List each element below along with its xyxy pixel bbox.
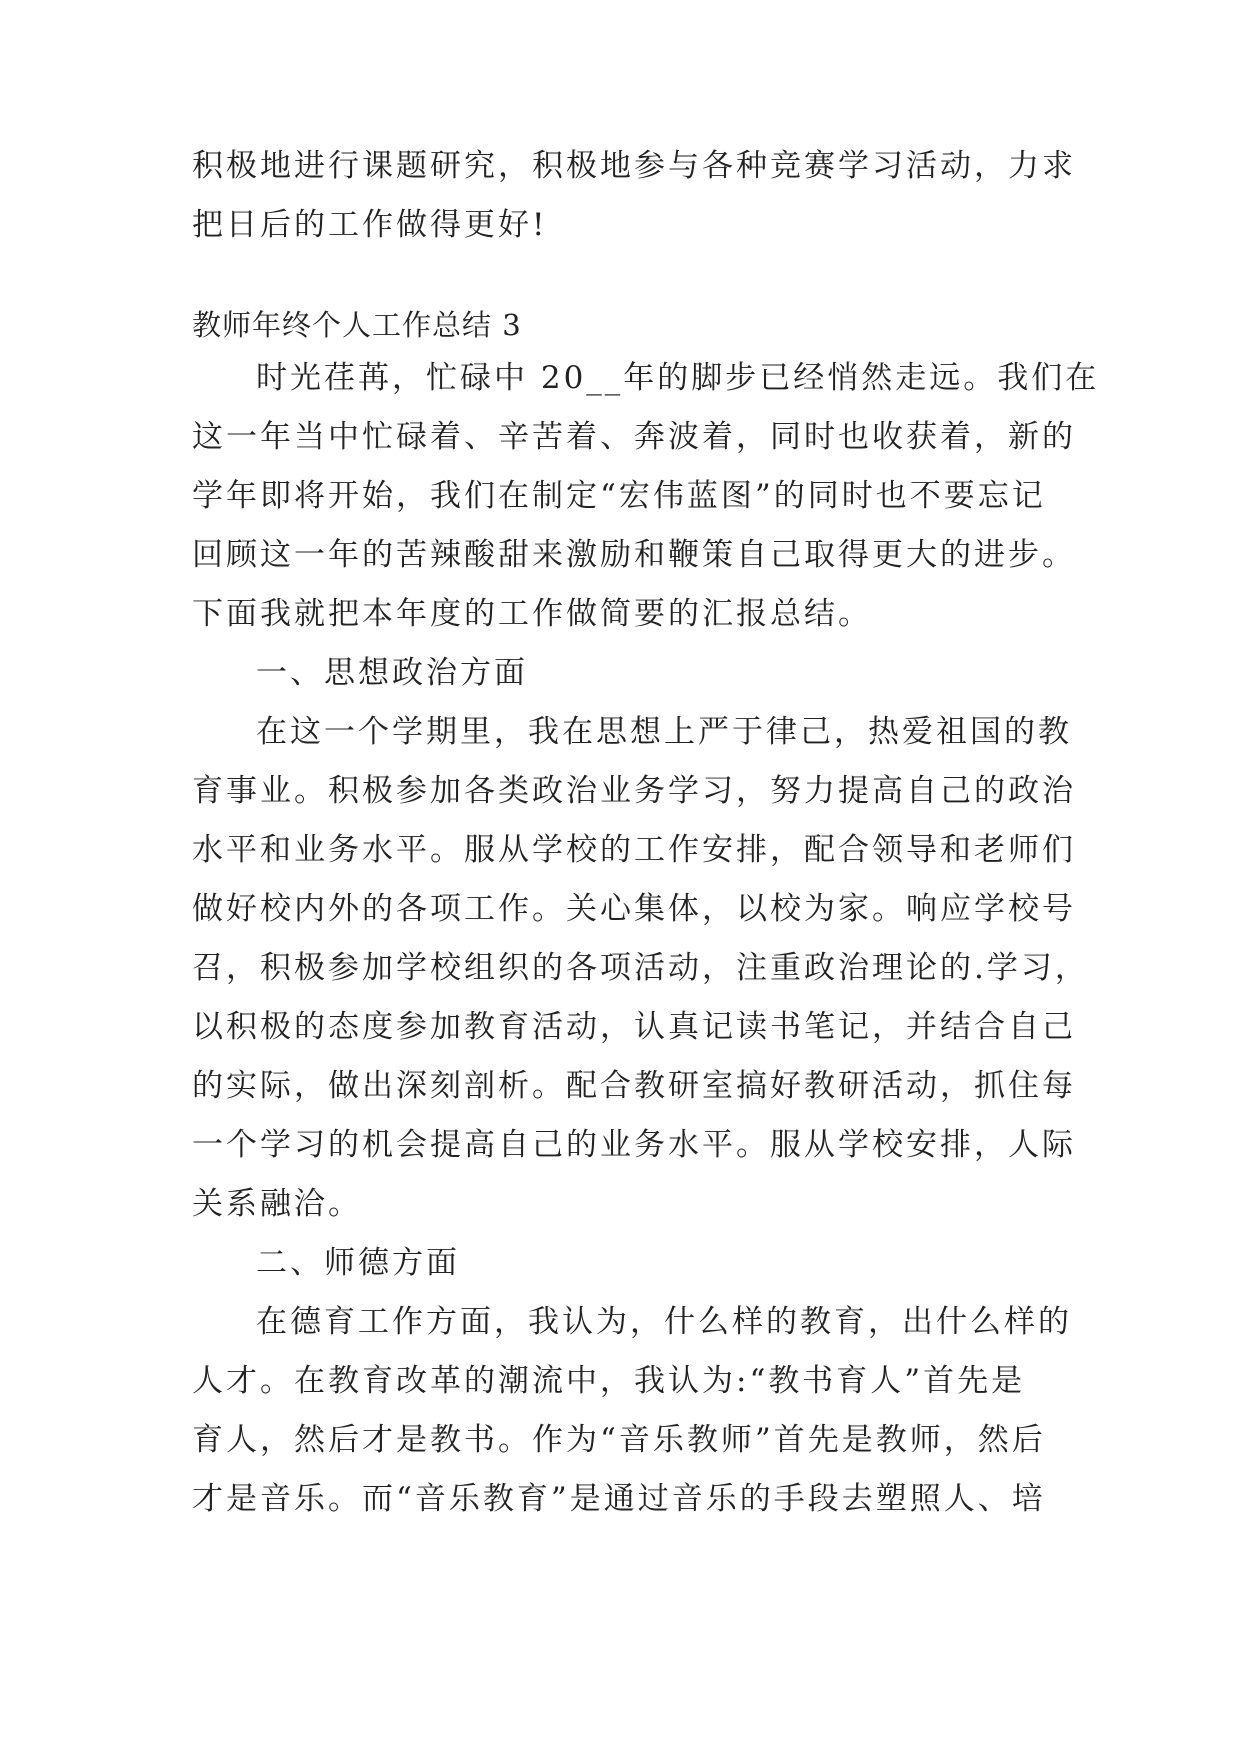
text-line: 积极地进行课题研究，积极地参与各种竞赛学习活动，力求	[192, 148, 1076, 184]
intro-paragraph	[192, 137, 1076, 255]
text-line: 关系融洽。	[192, 1186, 362, 1222]
text-line: 育事业。积极参加各类政治业务学习，努力提高自己的政治	[192, 773, 1076, 809]
text-line: 以积极的态度参加教育活动，认真记读书笔记，并结合自己	[192, 1009, 1076, 1045]
section-title-block	[192, 296, 1048, 355]
text-line: 回顾这一年的苦辣酸甜来激励和鞭策自己取得更大的进步。	[192, 537, 1076, 573]
section-title: 教师年终个人工作总结 3	[192, 308, 522, 342]
paragraph-1	[192, 349, 1100, 644]
paragraph-3	[192, 1293, 1072, 1529]
text-line: 在这一个学期里，我在思想上严于律己，热爱祖国的教	[256, 714, 1072, 750]
text-line: 学年即将开始，我们在制定“宏伟蓝图”的同时也不要忘记	[192, 478, 1046, 514]
text-line: 才是音乐。而“音乐教育”是通过音乐的手段去塑照人、培	[192, 1481, 1046, 1517]
text-line: 一个学习的机会提高自己的业务水平。服从学校安排，人际	[192, 1127, 1076, 1163]
text-line: 水平和业务水平。服从学校的工作安排，配合领导和老师们	[192, 832, 1076, 868]
heading-1-block	[192, 644, 1048, 703]
paragraph-2	[192, 703, 1089, 1234]
text-line: 时光荏苒，忙碌中 20__年的脚步已经悄然走远。我们在	[256, 360, 1100, 396]
text-line: 这一年当中忙碌着、辛苦着、奔波着，同时也收获着，新的	[192, 419, 1076, 455]
heading-1: 一、思想政治方面	[256, 655, 528, 691]
text-line: 育人，然后才是教书。作为“音乐教师”首先是教师，然后	[192, 1422, 1046, 1458]
text-line: 的实际，做出深刻剖析。配合教研室搞好教研活动，抓住每	[192, 1068, 1076, 1104]
text-line: 人才。在教育改革的潮流中，我认为:“教书育人”首先是	[192, 1363, 1026, 1399]
text-line: 召，积极参加学校组织的各项活动，注重政治理论的.学习，	[192, 950, 1089, 986]
text-line: 在德育工作方面，我认为，什么样的教育，出什么样的	[256, 1304, 1072, 1340]
heading-2: 二、师德方面	[256, 1245, 460, 1281]
text-line: 把日后的工作做得更好!	[192, 207, 548, 243]
text-line: 做好校内外的各项工作。关心集体，以校为家。响应学校号	[192, 891, 1076, 927]
text-line: 下面我就把本年度的工作做简要的汇报总结。	[192, 596, 872, 632]
heading-2-block	[192, 1234, 1048, 1293]
